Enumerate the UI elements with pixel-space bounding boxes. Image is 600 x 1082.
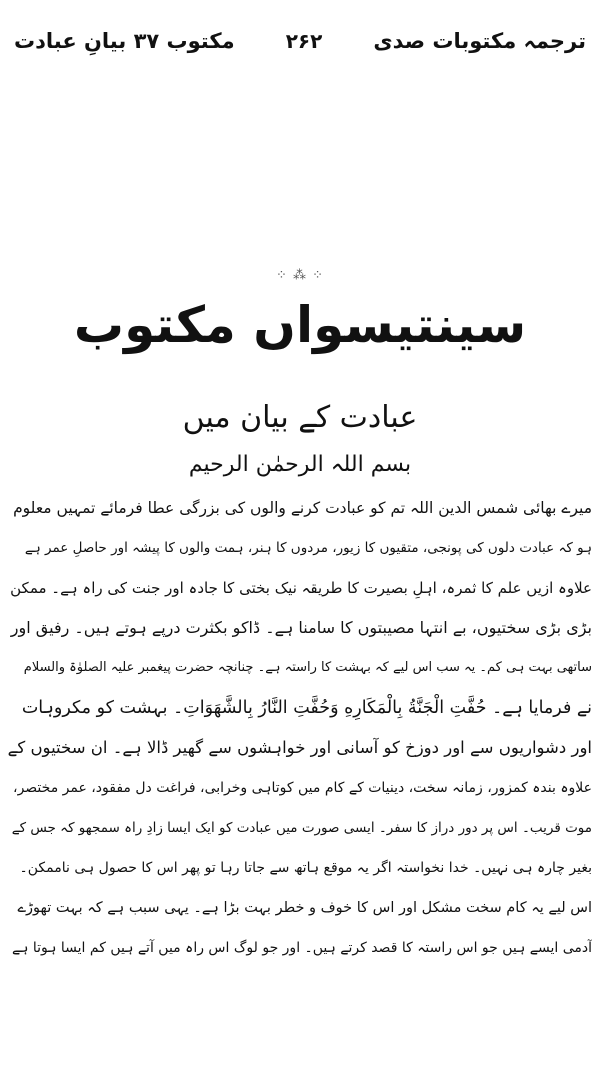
body-line: اس لیے یہ کام سخت مشکل اور اس کا خوف و خطر بہت بڑا ہے۔ یہی سبب ہے کہ بہت تھوڑے	[17, 900, 592, 916]
title-ornament-icon: ⁘ ⁂ ⁘	[275, 268, 325, 283]
body-line: ساتھی بہت ہی کم۔ یہ سب اس لیے کہ بہشت کا راستہ ہے۔ چنانچہ حضرت پیغمبر علیہ الصلوٰۃ والسلام	[23, 660, 592, 675]
bismillah: بسم اللہ الرحمٰن الرحیم	[188, 452, 412, 477]
body-text	[8, 488, 592, 968]
body-line: بغیر چارہ ہی نہیں۔ خدا نخواستہ اگر یہ موقع ہاتھ سے جاتا رہا تو پھر اس کا حصول ہی ناممکن۔	[19, 860, 592, 876]
running-header	[14, 24, 586, 58]
body-line: موت قریب۔ اس پر دور دراز کا سفر۔ ایسی صورت میں عبادت کو ایک ایسا زادِ راہ سمجھو کہ جس کے	[11, 820, 592, 836]
header-letter-reference: مکتوب ۳۷ بیانِ عبادت	[14, 29, 235, 53]
body-line: نے فرمایا ہے۔ حُفَّتِ الْجَنَّةُ بِالْمَكَارِهِ وَحُفَّتِ النَّارُ بِالشَّهَوَاتِ۔ بہشت کو مکروہات	[21, 698, 592, 718]
body-line: میرے بھائی شمس الدین اللہ تم کو عبادت کرنے والوں کی بزرگی عطا فرمائے تمہیں معلوم	[13, 499, 592, 517]
body-line: ہو کہ عبادت دلوں کی پونجی، متقیوں کا زیور، مردوں کا ہنر، ہمت والوں کا پیشہ اور حاصلِ عمر ہے	[24, 540, 592, 556]
letter-subtitle: عبادت کے بیان میں	[182, 400, 418, 435]
body-line: آدمی ایسے ہیں جو اس راستہ کا قصد کرتے ہیں۔ اور جو لوگ اس راہ میں آتے ہیں کم ایسا ہوتا ہے	[11, 940, 592, 956]
letter-title: سینتیسواں مکتوب	[73, 296, 527, 354]
page-number: ۲۶۲	[285, 29, 323, 53]
body-line: اور دشواریوں سے اور دوزخ کو آسانی اور خواہشوں سے گھیر ڈالا ہے۔ ان سختیوں کے	[8, 738, 592, 757]
body-line: بڑی بڑی سختیوں، بے انتہا مصیبتوں کا سامنا ہے۔ ڈاکو بکثرت درپے ہوتے ہیں۔ رفیق اور	[10, 618, 592, 637]
body-line: علاوہ بندہ کمزور، زمانہ سخت، دینیات کے کام میں کوتاہی وخرابی، فراغت دل مفقود، عمر مختصر،	[13, 780, 592, 796]
body-line: علاوہ ازیں علم کا ثمرہ، اہلِ بصیرت کا طریقہ نیک بختی کا جادہ اور جنت کی راہ ہے۔ ممکن	[10, 579, 592, 597]
header-book-title: ترجمہ مکتوبات صدی	[373, 29, 586, 53]
